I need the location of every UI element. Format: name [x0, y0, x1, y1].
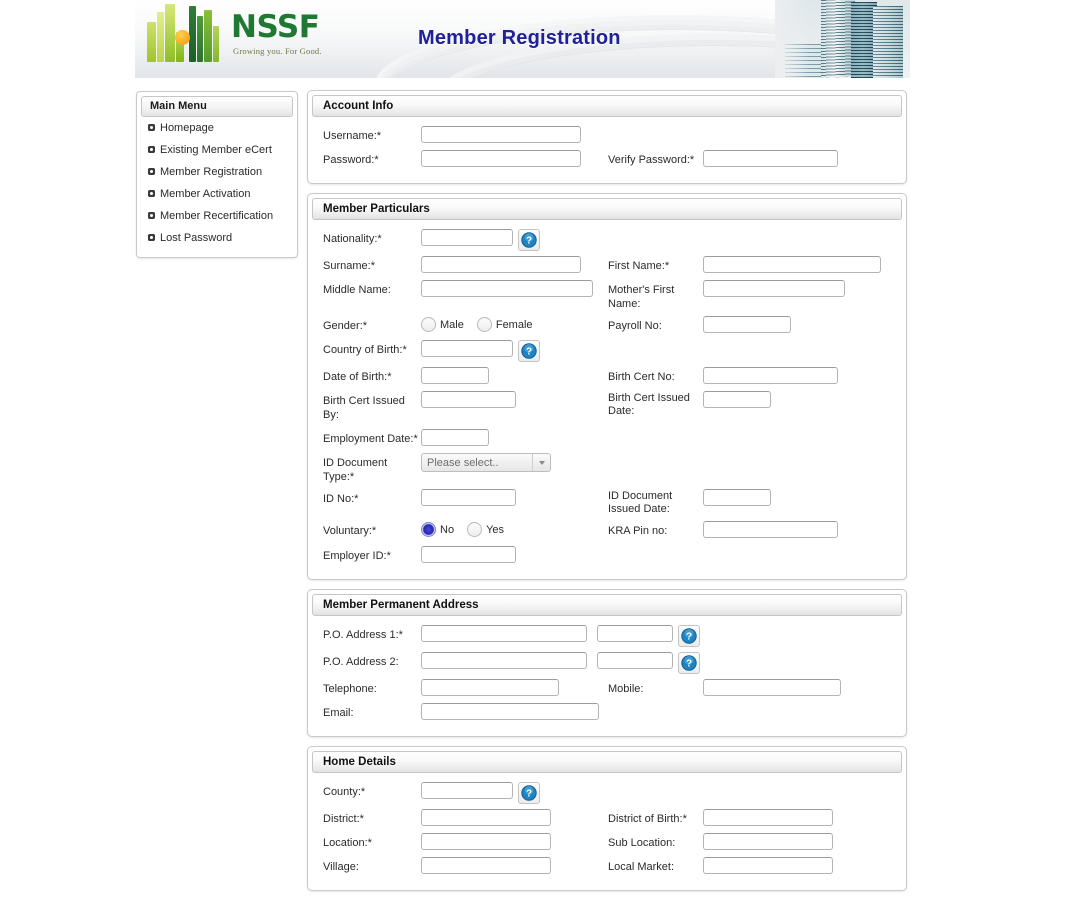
- panel-title-home-details: Home Details: [312, 751, 902, 773]
- county-label: County:*: [323, 786, 366, 798]
- sidebar-item-label: Lost Password: [160, 232, 233, 244]
- middle-name-input[interactable]: [421, 280, 593, 297]
- password-label: Password:*: [323, 154, 379, 166]
- nationality-input[interactable]: [421, 229, 513, 246]
- logo-dot-icon: [175, 30, 190, 45]
- form-row: [308, 391, 906, 422]
- form-row: [308, 453, 906, 484]
- middle-name-label: Middle Name:: [323, 284, 391, 296]
- gender-male-label: Male: [440, 318, 464, 331]
- voluntary-label: Voluntary:*: [323, 525, 377, 537]
- form-row: [308, 625, 906, 647]
- voluntary-no-radio[interactable]: [421, 522, 436, 537]
- svg-text:?: ?: [685, 631, 693, 643]
- country-of-birth-input[interactable]: [421, 340, 513, 357]
- sidebar-item-lost-password[interactable]: [137, 227, 297, 249]
- help-icon[interactable]: [518, 229, 540, 251]
- mothers-first-name-input[interactable]: [703, 280, 845, 297]
- form-row: [308, 521, 906, 540]
- village-input[interactable]: [421, 857, 551, 874]
- nationality-label: Nationality:*: [323, 233, 382, 245]
- first-name-input[interactable]: [703, 256, 881, 273]
- birth-cert-issued-by-label: Birth Cert Issued By:: [323, 395, 405, 421]
- form-row: [308, 833, 906, 852]
- po-address1-input[interactable]: [421, 625, 587, 642]
- po-address2-label: P.O. Address 2:: [323, 656, 399, 668]
- panel-title-account-info: Account Info: [312, 95, 902, 117]
- page-title: Member Registration: [418, 27, 621, 49]
- telephone-input[interactable]: [421, 679, 559, 696]
- payroll-no-label: Payroll No:: [608, 320, 662, 332]
- first-name-label: First Name:*: [608, 260, 670, 272]
- id-document-type-selected-value: Please select..: [427, 456, 499, 469]
- location-label: Location:*: [323, 837, 372, 849]
- sidebar-item-homepage[interactable]: [137, 117, 297, 139]
- form-row: [308, 126, 906, 145]
- po-address2-code-input[interactable]: [597, 652, 673, 669]
- voluntary-yes-radio[interactable]: [467, 522, 482, 537]
- mothers-first-name-label: Mother's First Name:: [608, 284, 675, 310]
- local-market-input[interactable]: [703, 857, 833, 874]
- county-input[interactable]: [421, 782, 513, 799]
- id-document-issued-date-input[interactable]: [703, 489, 771, 506]
- country-of-birth-label: Country of Birth:*: [323, 344, 407, 356]
- logo-wordmark: NSSF: [231, 9, 320, 45]
- employer-id-input[interactable]: [421, 546, 516, 563]
- sidebar-item-label: Existing Member eCert: [160, 144, 272, 156]
- username-input[interactable]: [421, 126, 581, 143]
- form-row: [308, 316, 906, 335]
- form-row: [308, 150, 906, 169]
- nssf-logo[interactable]: [145, 4, 325, 70]
- form-row: [308, 857, 906, 876]
- verify-password-input[interactable]: [703, 150, 838, 167]
- gear-icon: [147, 167, 156, 176]
- gender-male-radio[interactable]: [421, 317, 436, 332]
- birth-cert-no-input[interactable]: [703, 367, 838, 384]
- header-building-image: [775, 0, 910, 78]
- panel-account-info: [307, 90, 907, 184]
- voluntary-no-label: No: [440, 523, 455, 536]
- username-label: Username:*: [323, 130, 382, 142]
- panel-member-particulars: [307, 193, 907, 580]
- gear-icon: [147, 189, 156, 198]
- form-row: [308, 256, 906, 275]
- panel-home-details: [307, 746, 907, 891]
- email-input[interactable]: [421, 703, 599, 720]
- registration-form: [307, 90, 907, 900]
- gender-label: Gender:*: [323, 320, 368, 332]
- gear-icon: [147, 145, 156, 154]
- po-address2-input[interactable]: [421, 652, 587, 669]
- gender-female-label: Female: [495, 318, 533, 331]
- svg-text:?: ?: [525, 235, 533, 247]
- svg-text:?: ?: [685, 658, 693, 670]
- form-row: [308, 679, 906, 698]
- district-input[interactable]: [421, 809, 551, 826]
- date-of-birth-input[interactable]: [421, 367, 489, 384]
- sidebar-heading: Main Menu: [141, 96, 293, 117]
- po-address1-label: P.O. Address 1:*: [323, 629, 403, 641]
- form-row: [308, 489, 906, 516]
- svg-text:?: ?: [525, 788, 533, 800]
- village-label: Village:: [323, 861, 359, 873]
- panel-member-permanent-address: [307, 589, 907, 737]
- panel-title-permanent-address: Member Permanent Address: [312, 594, 902, 616]
- sidebar-item-label: Member Recertification: [160, 210, 274, 222]
- help-icon[interactable]: [518, 340, 540, 362]
- district-of-birth-label: District of Birth:*: [608, 813, 687, 825]
- gear-icon: [147, 233, 156, 242]
- form-row: [308, 652, 906, 674]
- payroll-no-input[interactable]: [703, 316, 791, 333]
- birth-cert-issued-date-input[interactable]: [703, 391, 771, 408]
- sidebar-item-label: Homepage: [160, 122, 214, 134]
- mobile-input[interactable]: [703, 679, 841, 696]
- form-row: [308, 429, 906, 448]
- telephone-label: Telephone:: [323, 683, 377, 695]
- sidebar-item-member-activation[interactable]: [137, 183, 297, 205]
- svg-text:?: ?: [525, 346, 533, 358]
- mobile-label: Mobile:: [608, 683, 644, 695]
- id-document-type-label: ID Document Type:*: [323, 457, 388, 483]
- sub-location-label: Sub Location:: [608, 837, 676, 849]
- id-no-input[interactable]: [421, 489, 516, 506]
- password-input[interactable]: [421, 150, 581, 167]
- local-market-label: Local Market:: [608, 861, 675, 873]
- birth-cert-issued-date-label: Birth Cert Issued Date:: [608, 392, 690, 417]
- nssf-logo-mark-icon: [145, 4, 227, 66]
- surname-label: Surname:*: [323, 260, 375, 272]
- date-of-birth-label: Date of Birth:*: [323, 371, 392, 383]
- form-row: [308, 367, 906, 386]
- kra-pin-input[interactable]: [703, 521, 838, 538]
- help-icon[interactable]: [518, 782, 540, 804]
- birth-cert-no-label: Birth Cert No:: [608, 371, 675, 383]
- gear-icon: [147, 211, 156, 220]
- form-row: [308, 703, 906, 722]
- district-of-birth-input[interactable]: [703, 809, 833, 826]
- form-row: [308, 280, 906, 311]
- form-row: [308, 782, 906, 804]
- help-icon[interactable]: [678, 652, 700, 674]
- birth-cert-issued-by-input[interactable]: [421, 391, 516, 408]
- page-header: [135, 0, 910, 78]
- surname-input[interactable]: [421, 256, 581, 273]
- voluntary-yes-label: Yes: [486, 523, 505, 536]
- verify-password-label: Verify Password:*: [608, 154, 695, 166]
- help-icon[interactable]: [678, 625, 700, 647]
- form-row: [308, 546, 906, 565]
- email-label: Email:: [323, 707, 354, 719]
- sub-location-input[interactable]: [703, 833, 833, 850]
- id-no-label: ID No:*: [323, 493, 359, 505]
- employer-id-label: Employer ID:*: [323, 550, 391, 562]
- form-row: [308, 340, 906, 362]
- gender-female-radio[interactable]: [477, 317, 492, 332]
- kra-pin-label: KRA Pin no:: [608, 525, 668, 537]
- sidebar-item-member-recertification[interactable]: [137, 205, 297, 227]
- employment-date-input[interactable]: [421, 429, 489, 446]
- form-row: [308, 809, 906, 828]
- id-document-type-select[interactable]: [421, 453, 551, 472]
- location-input[interactable]: [421, 833, 551, 850]
- panel-title-member-particulars: Member Particulars: [312, 198, 902, 220]
- district-label: District:*: [323, 813, 364, 825]
- chevron-down-icon[interactable]: [532, 454, 550, 471]
- employment-date-label: Employment Date:*: [323, 433, 418, 445]
- main-menu-sidebar: [136, 91, 298, 258]
- sidebar-item-label: Member Activation: [160, 188, 251, 200]
- po-address1-code-input[interactable]: [597, 625, 673, 642]
- sidebar-item-label: Member Registration: [160, 166, 263, 178]
- gear-icon: [147, 123, 156, 132]
- id-document-issued-date-label: ID Document Issued Date:: [608, 490, 673, 515]
- logo-tagline: Growing you. For Good.: [233, 46, 322, 56]
- sidebar-item-existing-member-ecert[interactable]: [137, 139, 297, 161]
- sidebar-item-member-registration[interactable]: [137, 161, 297, 183]
- form-row: [308, 229, 906, 251]
